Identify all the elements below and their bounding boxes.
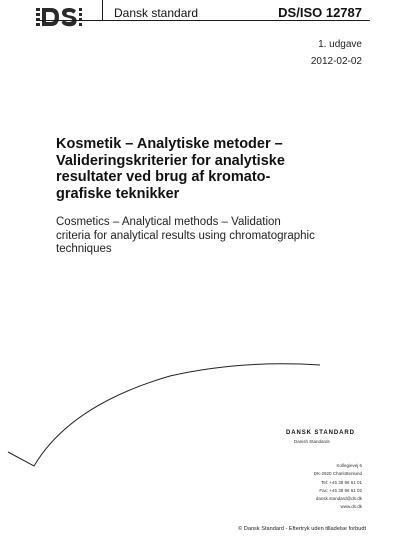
title-english-line: Cosmetics – Analytical methods – Validation [56, 216, 281, 228]
phone-line: Tel: +45 39 96 61 01 [321, 479, 362, 485]
header-rule [36, 20, 370, 21]
address-line: DK-2920 Charlottenlund [313, 471, 362, 477]
publication-type: Dansk standard [114, 6, 199, 20]
document-number: DS/ISO 12787 [278, 5, 362, 20]
title-danish [56, 136, 356, 202]
publication-date: 2012-02-02 [310, 56, 362, 67]
publisher-subtitle: Danish Standards [294, 439, 330, 444]
title-english [56, 216, 356, 257]
title-danish-line: Kosmetik – Analytiske metoder – [56, 136, 283, 152]
email-line: dansk.standard@ds.dk [315, 496, 362, 502]
title-danish-line: resultater ved brug af kromato- [56, 169, 271, 185]
fax-line: Fax: +45 39 96 61 02 [319, 487, 362, 493]
title-danish-line: Valideringskriterier for analytiske [56, 152, 285, 169]
publisher-name: DANSK STANDARD [286, 430, 355, 436]
edition: 1. udgave [318, 39, 362, 50]
header-divider [102, 0, 103, 20]
publisher-address [312, 462, 362, 512]
copyright-notice: © Dansk Standard - Eftertryk uden tilladelse forbudt [238, 526, 366, 532]
title-english-line: criteria for analytical results using chromatographic [56, 229, 315, 242]
title-danish-line: grafiske teknikker [56, 185, 180, 202]
address-line: Kollegievej 6 [336, 463, 362, 468]
title-english-line: techniques [56, 243, 112, 255]
website-line: www.ds.dk [340, 504, 362, 510]
